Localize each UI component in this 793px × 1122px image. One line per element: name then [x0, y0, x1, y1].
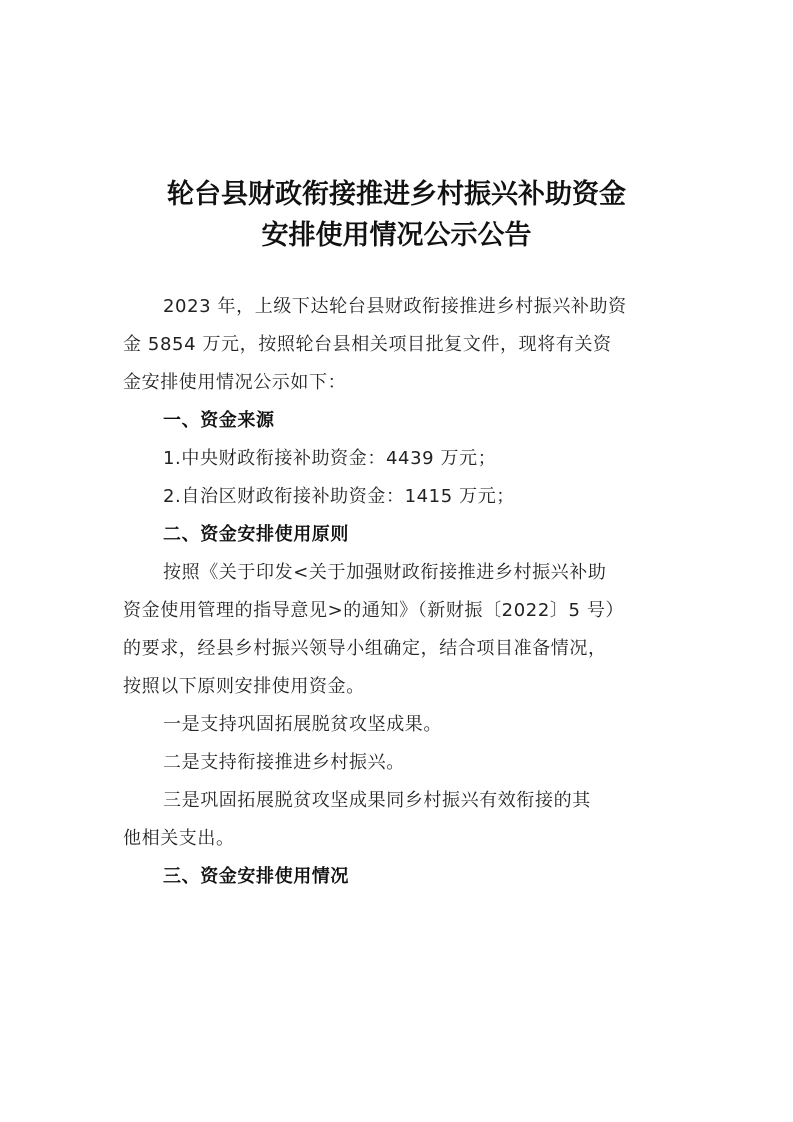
principle-2: 二是支持衔接推进乡村振兴。	[163, 752, 405, 773]
section-2-paragraph-line-4: 按照以下原则安排使用资金。	[123, 676, 365, 697]
document-title-line-2: 安排使用情况公示公告	[261, 220, 532, 251]
intro-paragraph-line-1: 2023 年，上级下达轮台县财政衔接推进乡村振兴补助资	[163, 296, 627, 317]
section-3-heading: 三、资金安排使用情况	[163, 866, 349, 887]
document-title-line-1: 轮台县财政衔接推进乡村振兴补助资金	[167, 179, 626, 210]
principle-3-line-1: 三是巩固拓展脱贫攻坚成果同乡村振兴有效衔接的其	[163, 790, 591, 811]
section-2-paragraph-line-2: 资金使用管理的指导意见>的通知》（新财振〔2022〕5 号）	[123, 600, 625, 621]
principle-1: 一是支持巩固拓展脱贫攻坚成果。	[163, 714, 442, 735]
principle-3-line-2: 他相关支出。	[123, 828, 235, 849]
intro-paragraph-line-3: 金安排使用情况公示如下：	[123, 372, 347, 393]
section-1-heading: 一、资金来源	[163, 410, 275, 431]
section-2-heading: 二、资金安排使用原则	[163, 524, 349, 545]
intro-paragraph-line-2: 金 5854 万元，按照轮台县相关项目批复文件，现将有关资	[123, 334, 612, 355]
funding-source-item-1: 1.中央财政衔接补助资金：4439 万元；	[163, 448, 497, 469]
section-2-paragraph-line-3: 的要求，经县乡村振兴领导小组确定，结合项目准备情况，	[123, 638, 607, 659]
section-2-paragraph-line-1: 按照《关于印发<关于加强财政衔接推进乡村振兴补助	[163, 562, 607, 583]
funding-source-item-2: 2.自治区财政衔接补助资金：1415 万元；	[163, 486, 515, 507]
